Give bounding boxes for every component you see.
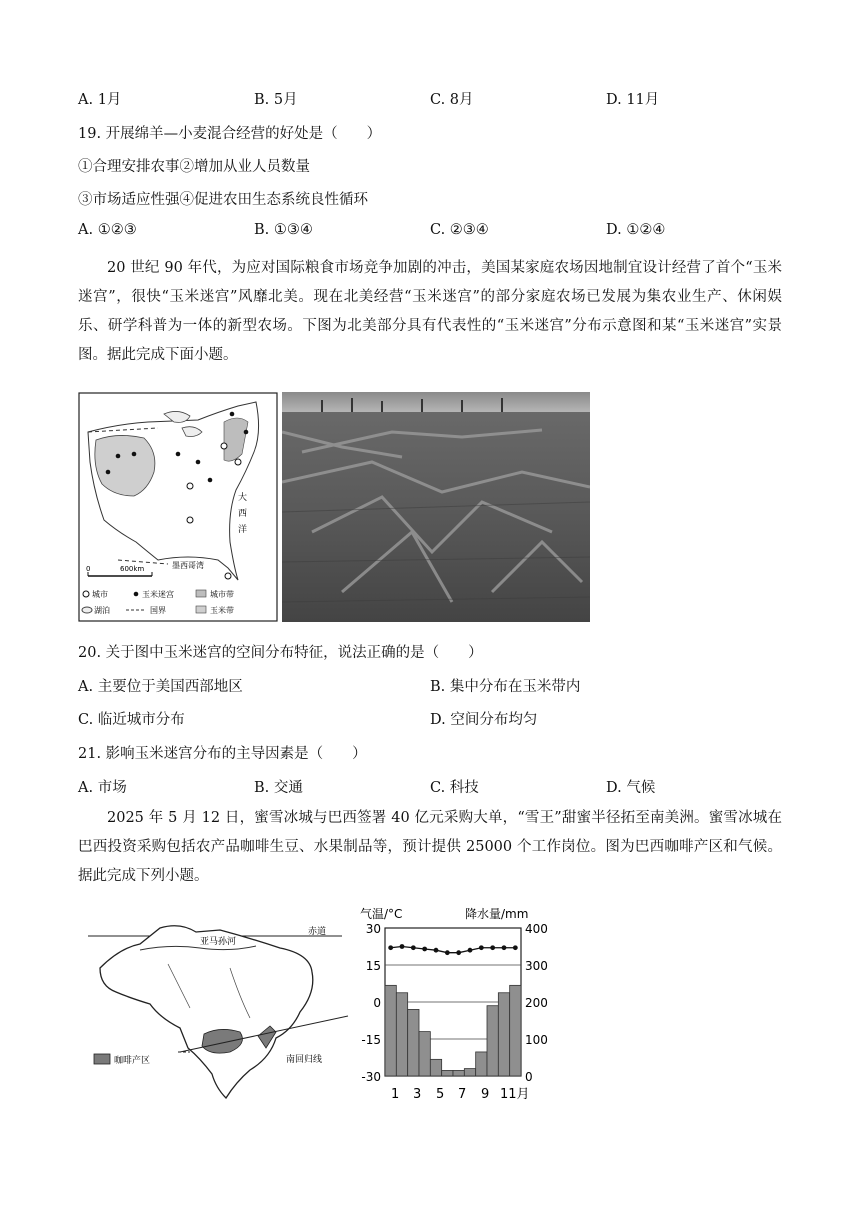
- x-tick: 1: [391, 1087, 400, 1102]
- ocean-label-1: 大: [238, 493, 248, 503]
- y-right-tick: 400: [525, 922, 548, 936]
- corn-maze-photo: [282, 392, 590, 622]
- precip-bar: [408, 1009, 419, 1076]
- legend-coffee-swatch: [94, 1054, 110, 1064]
- precip-bar: [464, 1069, 475, 1076]
- passage-corn-maze: 20 世纪 90 年代，为应对国际粮食市场竞争加剧的冲击，美国某家庭农场因地制宜设计经营了首个“玉米迷宫”，很快“玉米迷宫”风靡北美。现在北美经营“玉米迷宫”的部分家庭农场已发展为集农业生产、休闲娱乐、研学科普为一体的新型农场。下图为北美部分具有代表性的“玉米迷宫”分布示意图和某“玉米迷宫”实景图。据此完成下面小题。: [78, 260, 782, 363]
- q18-option-b: B. 5月: [254, 92, 298, 108]
- precip-bar: [487, 1006, 498, 1076]
- svg-text:0: 0: [86, 565, 91, 573]
- q18-option-d: D. 11月: [606, 92, 660, 108]
- q20-option-b: B. 集中分布在玉米带内: [430, 679, 581, 695]
- ocean-label-2: 西: [238, 509, 248, 519]
- ocean-label-3: 洋: [238, 525, 248, 535]
- equator-label: 赤道: [308, 927, 327, 937]
- precip-bar: [419, 1032, 430, 1076]
- temperature-point: [502, 945, 507, 950]
- precip-bar: [476, 1052, 487, 1076]
- climate-chart: [350, 902, 550, 1106]
- legend-coffee-label: 咖啡产区: [114, 1056, 151, 1066]
- q19-option-b: B. ①③④: [254, 222, 313, 238]
- passage-mixue-brazil: 2025 年 5 月 12 日，蜜雪冰城与巴西签署 40 亿元采购大单，“雪王”甜蜜半径拓至南美洲。蜜雪冰城在巴西投资采购包括农产品咖啡生豆、水果制品等，预计提供 25000 个工作岗位。图为巴西咖啡产区和气候。据此完成下列小题。: [78, 810, 782, 884]
- x-tick: 5: [436, 1087, 445, 1102]
- legend-city-belt: 城市带: [210, 590, 234, 599]
- q20-option-a: A. 主要位于美国西部地区: [78, 679, 243, 695]
- legend-corn-maze: 玉米迷宫: [142, 590, 174, 599]
- x-tick: 9: [481, 1087, 490, 1102]
- y-left-tick: 30: [365, 922, 381, 936]
- q18-option-c: C. 8月: [430, 92, 474, 108]
- x-tick: 3: [413, 1087, 422, 1102]
- q20-option-d: D. 空间分布均匀: [430, 712, 538, 728]
- legend-corn-belt: 玉米带: [210, 606, 234, 615]
- precip-bar: [385, 985, 396, 1076]
- y-left-tick: -15: [361, 1033, 381, 1047]
- precip-bar: [442, 1070, 453, 1076]
- precip-bar: [430, 1059, 441, 1076]
- amazon-label: 亚马孙河: [200, 937, 237, 947]
- tropic-label: 南回归线: [286, 1055, 323, 1065]
- scale-label: 600km: [120, 565, 145, 573]
- temperature-point: [434, 948, 439, 953]
- q19-stem: 19. 开展绵羊—小麦混合经营的好处是（ ）: [78, 126, 382, 142]
- chart-title-left: 气温/°C: [360, 907, 403, 921]
- legend-border: 国界: [150, 606, 166, 615]
- x-tick: 7: [458, 1087, 467, 1102]
- corn-maze-distribution-map: [78, 392, 278, 622]
- temperature-point: [400, 944, 405, 949]
- temperature-point: [411, 945, 416, 950]
- q19-statement-line1: ①合理安排农事②增加从业人员数量: [78, 159, 310, 175]
- chart-title-right: 降水量/mm: [465, 907, 529, 921]
- q20-option-c: C. 临近城市分布: [78, 712, 185, 728]
- q21-option-c: C. 科技: [430, 780, 479, 796]
- y-left-tick: -30: [361, 1070, 381, 1084]
- q18-option-a: A. 1月: [78, 92, 122, 108]
- temperature-point: [388, 945, 393, 950]
- q19-statement-line2: ③市场适应性强④促进农田生态系统良性循环: [78, 192, 368, 208]
- temperature-point: [479, 945, 484, 950]
- q21-stem: 21. 影响玉米迷宫分布的主导因素是（ ）: [78, 746, 367, 762]
- precip-bar: [453, 1070, 464, 1076]
- q21-option-d: D. 气候: [606, 780, 656, 796]
- y-right-tick: 0: [525, 1070, 533, 1084]
- y-left-tick: 15: [365, 959, 381, 973]
- x-tick: 11月: [500, 1087, 530, 1102]
- y-right-tick: 100: [525, 1033, 548, 1047]
- y-right-tick: 300: [525, 959, 548, 973]
- precip-bar: [510, 985, 521, 1076]
- q21-option-a: A. 市场: [78, 780, 127, 796]
- legend-city: 城市: [92, 590, 108, 599]
- temperature-point: [513, 945, 518, 950]
- q19-option-d: D. ①②④: [606, 222, 666, 238]
- legend-lake: 湖泊: [94, 606, 110, 615]
- brazil-coffee-map: [80, 908, 352, 1103]
- q21-option-b: B. 交通: [254, 780, 303, 796]
- q20-stem: 20. 关于图中玉米迷宫的空间分布特征，说法正确的是（ ）: [78, 645, 483, 661]
- temperature-point: [490, 945, 495, 950]
- y-right-tick: 200: [525, 996, 548, 1010]
- precip-bar: [396, 993, 407, 1076]
- temperature-point: [468, 948, 473, 953]
- temperature-point: [445, 950, 450, 955]
- y-left-tick: 0: [373, 996, 381, 1010]
- q19-option-c: C. ②③④: [430, 222, 489, 238]
- precip-bar: [498, 993, 509, 1076]
- gulf-label: 墨西哥湾: [172, 561, 204, 570]
- temperature-point: [422, 947, 427, 952]
- temperature-point: [456, 950, 461, 955]
- q19-option-a: A. ①②③: [78, 222, 137, 238]
